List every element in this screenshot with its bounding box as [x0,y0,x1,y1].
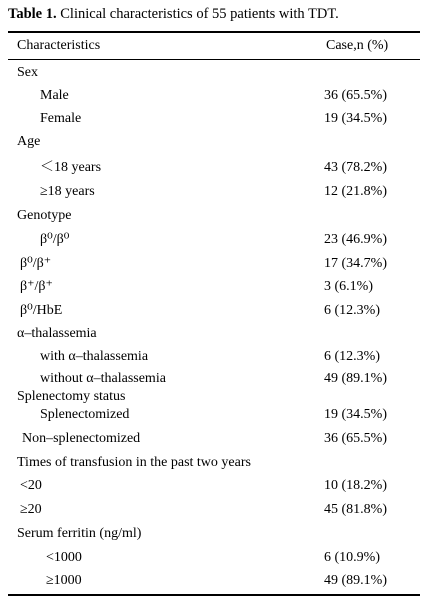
header-case-n-percent: Case,n (%) [326,38,389,53]
table-row [0,475,428,497]
table-row [0,523,428,545]
row-label: Age [17,134,41,149]
row-label: Non–splenectomized [22,431,141,446]
table-row [0,323,428,345]
row-value: 6 (10.9%) [324,550,380,565]
row-value: 36 (65.5%) [324,431,387,446]
row-label: Male [40,88,69,103]
table-row [0,276,428,298]
row-label: Splenectomized [40,407,130,422]
table-row [0,452,428,474]
row-value: 43 (78.2%) [324,160,387,175]
table-row [0,253,428,275]
row-value: 10 (18.2%) [324,478,387,493]
row-label: <1000 [46,550,82,565]
table-row [0,62,428,84]
table-row [0,181,428,203]
table-row [0,346,428,368]
table-caption-text: Clinical characteristics of 55 patients with TDT. [56,6,339,22]
row-label: ≥20 [20,502,42,517]
table-caption-number: Table 1. [8,6,57,22]
row-label: Times of transfusion in the past two years [17,455,251,470]
table-row [0,404,428,426]
top-rule [8,31,420,33]
row-value: 23 (46.9%) [324,232,387,247]
row-label: β⁰/HbE [20,303,63,318]
table-row [0,499,428,521]
row-value: 17 (34.7%) [324,256,387,271]
table-row [0,205,428,227]
row-label: Female [40,111,82,126]
row-label: ＜18 years [40,160,102,175]
row-value: 19 (34.5%) [324,111,387,126]
header-characteristics: Characteristics [17,38,101,53]
table-row [0,85,428,107]
row-label: Sex [17,65,38,80]
row-label: with α–thalassemia [40,349,149,364]
table-row [0,108,428,130]
table-row [0,131,428,153]
header-rule [8,59,420,60]
table-row [0,428,428,450]
row-value: 19 (34.5%) [324,407,387,422]
row-value: 6 (12.3%) [324,303,380,318]
row-label: <20 [20,478,42,493]
table-row [0,229,428,251]
row-label: α–thalassemia [17,326,97,341]
table-row [0,157,428,179]
row-value: 12 (21.8%) [324,184,387,199]
row-value: 36 (65.5%) [324,88,387,103]
row-value: 49 (89.1%) [324,371,387,386]
bottom-rule [8,594,420,596]
row-label: Genotype [17,208,72,223]
row-label: without α–thalassemia [40,371,166,386]
table-caption [8,6,339,23]
table-row [0,547,428,569]
row-value: 49 (89.1%) [324,573,387,588]
row-label: β⁰/β⁰ [40,232,70,247]
row-label: ≥18 years [40,184,95,199]
row-label: Splenectomy status [17,389,126,404]
table-header-row [0,35,428,57]
row-value: 3 (6.1%) [324,279,373,294]
table-row [0,570,428,592]
row-label: β⁰/β⁺ [20,256,52,271]
row-value: 45 (81.8%) [324,502,387,517]
row-label: β⁺/β⁺ [20,279,53,294]
table-row [0,300,428,322]
row-label: ≥1000 [46,573,82,588]
row-value: 6 (12.3%) [324,349,380,364]
row-label: Serum ferritin (ng/ml) [17,526,142,541]
